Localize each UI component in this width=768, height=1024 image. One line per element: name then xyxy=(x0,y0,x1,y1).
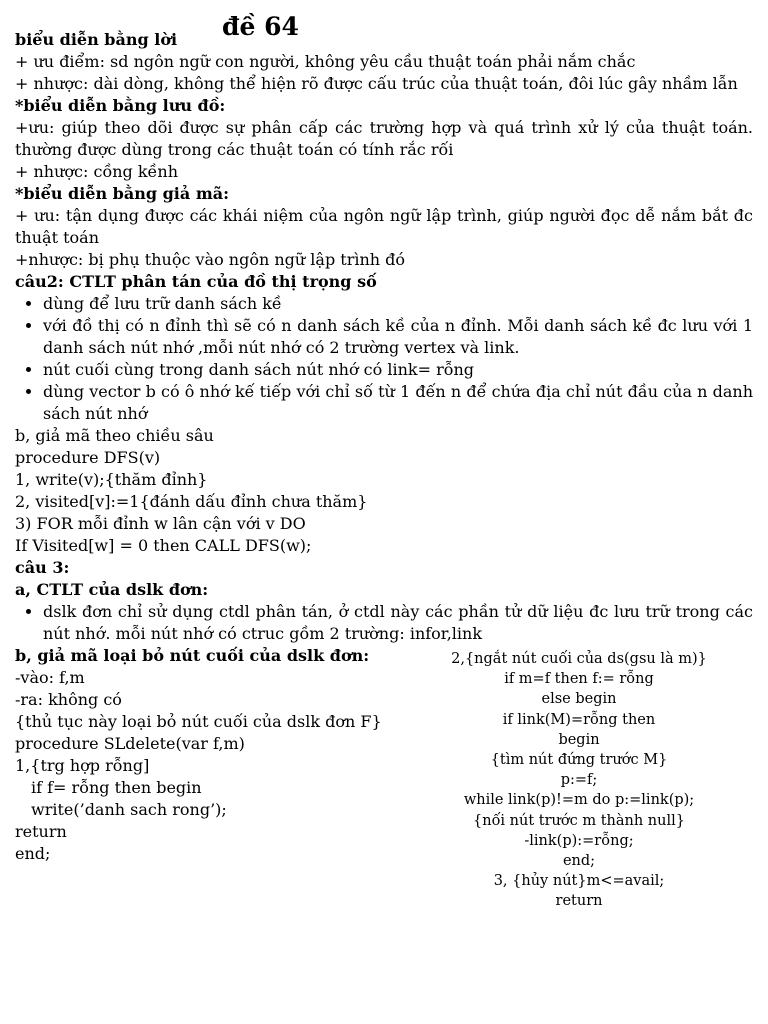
text-line: + ưu điểm: sd ngôn ngữ con người, không yêu cầu thuật toán phải nắm chắc xyxy=(15,52,636,71)
code-line: if link(M)=rỗng then xyxy=(502,711,656,728)
code-line: end; xyxy=(15,844,51,863)
left-code-column xyxy=(15,645,435,865)
section-heading-verbal: biểu diễn bằng lời xyxy=(15,30,178,49)
code-line: procedure DFS(v) xyxy=(15,448,161,467)
code-line: -ra: không có xyxy=(15,690,122,709)
code-line: 3, {hủy nút}m<=avail; xyxy=(493,873,665,890)
code-line: return xyxy=(555,893,603,910)
bullet-list-cau3 xyxy=(15,601,753,645)
list-item: • dùng vector b có ô nhớ kế tiếp với chỉ số từ 1 đến n để chứa địa chỉ nút đầu của n danh sách nút nhớ xyxy=(43,381,753,425)
two-column-code xyxy=(15,645,753,910)
code-line: p:=f; xyxy=(560,772,598,789)
list-item: • với đồ thị có n đỉnh thì sẽ có n danh sách kề của n đỉnh. Mỗi danh sách kề đc lưu với 1 danh sách nút nhớ ,mỗi nút nhớ có 2 trường vertex và link. xyxy=(43,315,753,359)
code-line: else begin xyxy=(541,691,617,708)
section-heading-cau3: câu 3: xyxy=(15,558,70,577)
code-line: {nối nút trước m thành null} xyxy=(473,812,685,829)
list-item: • dslk đơn chỉ sử dụng ctdl phân tán, ở ctdl này các phần tử dữ liệu đc lưu trữ trong các nút nhớ. mỗi nút nhớ có ctruc gồm 2 trường: infor,link xyxy=(43,601,753,645)
list-item: • nút cuối cùng trong danh sách nút nhớ có link= rỗng xyxy=(43,359,753,381)
code-line: procedure SLdelete(var f,m) xyxy=(15,734,245,753)
code-line: {thủ tục này loại bỏ nút cuối của dslk đơn F} xyxy=(15,712,382,731)
code-line: {tìm nút đứng trước M} xyxy=(490,752,668,769)
text-line: + nhược: cồng kềnh xyxy=(15,162,179,181)
code-line: -link(p):=rỗng; xyxy=(524,832,634,849)
code-line: if m=f then f:= rỗng xyxy=(504,671,654,688)
code-line: 1, write(v);{thăm đỉnh} xyxy=(15,470,208,489)
text-line: +ưu: giúp theo dõi được sự phân cấp các trường hợp và quá trình xử lý của thuật toán. thường được dùng trong các thuật toán có tính rắc rối xyxy=(15,118,753,159)
code-line: begin xyxy=(558,731,600,748)
code-line: 1,{trg hợp rỗng] xyxy=(15,756,150,775)
page-title: đề 64 xyxy=(222,12,299,41)
code-line: -vào: f,m xyxy=(15,668,85,687)
document-body xyxy=(15,29,753,910)
code-line: end; xyxy=(562,853,596,870)
section-heading-pseudocode: *biểu diễn bằng giả mã: xyxy=(15,184,230,203)
text-line: +nhược: bị phụ thuộc vào ngôn ngữ lập trình đó xyxy=(15,250,406,269)
bullet-list-cau2 xyxy=(15,293,753,425)
right-code-column xyxy=(415,649,743,912)
code-line: if f= rỗng then begin xyxy=(31,778,202,797)
subheading-b: b, giả mã loại bỏ nút cuối của dslk đơn: xyxy=(15,646,370,665)
code-line: 2,{ngắt nút cuối của ds(gsu là m)} xyxy=(451,651,707,667)
code-line: If Visited[w] = 0 then CALL DFS(w); xyxy=(15,536,312,555)
list-item: • dùng để lưu trữ danh sách kề xyxy=(43,293,753,315)
code-line: return xyxy=(15,822,67,841)
text-line: + nhược: dài dòng, không thể hiện rõ được cấu trúc của thuật toán, đôi lúc gây nhầm lẫn xyxy=(15,74,738,93)
code-line: while link(p)!=m do p:=link(p); xyxy=(463,792,695,809)
section-heading-flowchart: *biểu diễn bằng lưu đồ: xyxy=(15,96,226,115)
code-line: write(’danh sach rong’); xyxy=(31,800,227,819)
code-line: b, giả mã theo chiều sâu xyxy=(15,426,214,445)
section-heading-cau2: câu2: CTLT phân tán của đồ thị trọng số xyxy=(15,272,377,291)
subheading-a: a, CTLT của dslk đơn: xyxy=(15,580,209,599)
text-line: + ưu: tận dụng được các khái niệm của ngôn ngữ lập trình, giúp người đọc dễ nắm bắt đc thuật toán xyxy=(15,206,753,247)
code-line: 3) FOR mỗi đỉnh w lân cận với v DO xyxy=(15,514,306,533)
code-line: 2, visited[v]:=1{đánh dấu đỉnh chưa thăm} xyxy=(15,492,368,511)
